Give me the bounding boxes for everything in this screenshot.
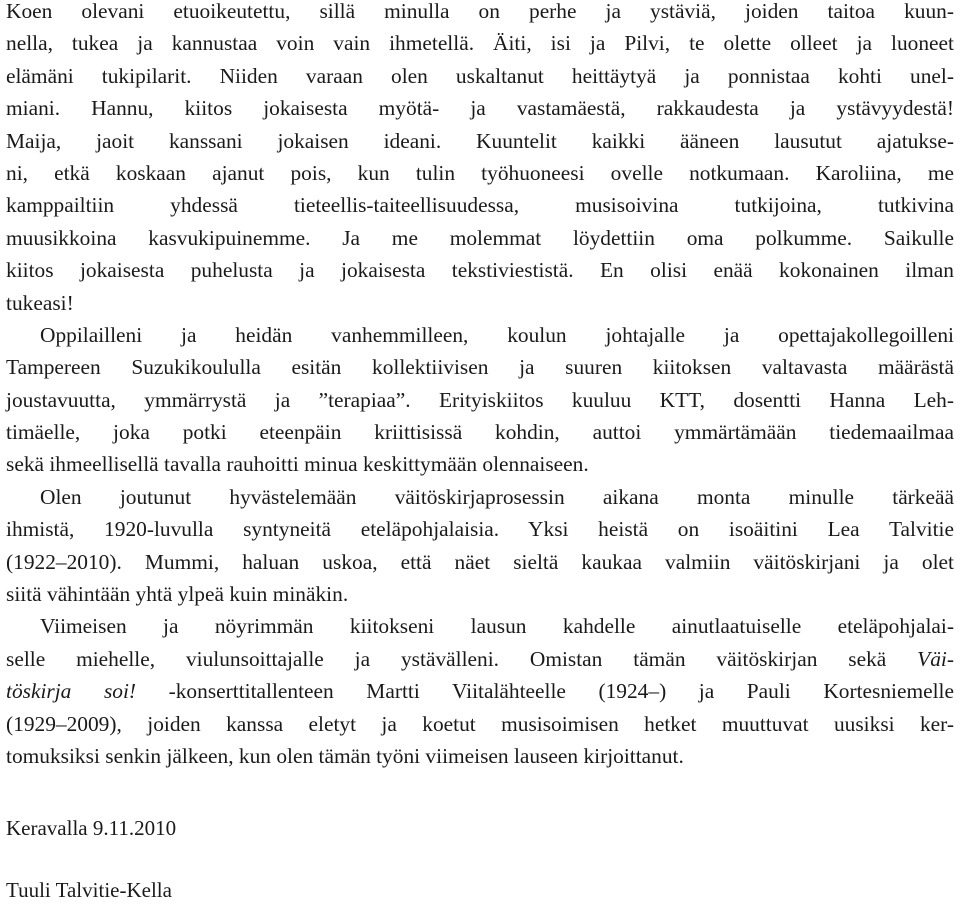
text-line: sekä ihmeellisellä tavalla rauhoitti minua keskittymään olennaiseen. — [6, 452, 589, 477]
text-line: (1929–2009), joiden kanssa eletyt ja koetut musisoimisen hetket muuttuvat uusiksi ker- — [6, 711, 954, 736]
text-line: joustavuutta, ymmärrystä ja ”terapiaa”. Erityiskiitos kuuluu KTT, dosentti Hanna Leh- — [6, 387, 954, 412]
place-date: Keravalla 9.11.2010 — [6, 816, 177, 840]
text-line: tukeasi! — [6, 290, 74, 315]
text-line: muusikkoina kasvukipuinemme. Ja me molemmat löydettiin oma polkumme. Saikulle — [6, 225, 954, 250]
paragraph-4 — [6, 610, 954, 772]
paragraph-2 — [6, 319, 954, 481]
text-line: kiitos jokaisesta puhelusta ja jokaisesta tekstiviestistä. En olisi enää kokonainen ilman — [6, 258, 954, 283]
paragraph-1 — [6, 0, 954, 319]
text-line: kamppailtiin yhdessä tieteellis-taiteellisuudessa, musisoivina tutkijoina, tutkivina — [6, 193, 954, 218]
text-line: nella, tukea ja kannustaa voin vain ihmetellä. Äiti, isi ja Pilvi, te olette olleet ja luoneet — [6, 31, 954, 56]
text-line: Olen joutunut hyvästelemään väitöskirjaprosessin aikana monta minulle tärkeää — [40, 484, 954, 509]
text-line: ni, etkä koskaan ajanut pois, kun tulin työhuoneesi ovelle notkumaan. Karoliina, me — [6, 160, 954, 185]
text-line: siitä vähintään yhtä ylpeä kuin minäkin. — [6, 582, 349, 607]
text-line: (1922–2010). Mummi, haluan uskoa, että näet sieltä kaukaa valmiin väitöskirjani ja olet — [6, 549, 954, 574]
text-line: ihmistä, 1920-luvulla syntyneitä eteläpohjalaisia. Yksi heistä on isoäitini Lea Talvitie — [6, 517, 954, 542]
paragraph-3 — [6, 481, 954, 611]
work-title-italic: töskirja soi! — [6, 679, 137, 704]
text-line: selle miehelle, viulunsoittajalle ja ystävälleni. Omistan tämän väitöskirjan sekä Väi- — [6, 646, 954, 671]
text-line: miani. Hannu, kiitos jokaisesta myötä- ja vastamäestä, rakkaudesta ja ystävyydestä! — [6, 96, 954, 121]
work-title-italic: Väi- — [917, 646, 954, 671]
text-line: Maija, jaoit kanssani jokaisen ideani. Kuuntelit kaikki ääneen lausutut ajatukse- — [6, 128, 954, 153]
text-line: Tampereen Suzukikoululla esitän kollektiivisen ja suuren kiitoksen valtavasta määrästä — [6, 355, 954, 380]
author-name: Tuuli Talvitie-Kella — [6, 878, 172, 902]
acknowledgements-text — [6, 0, 954, 772]
text-line: tomuksiksi senkin jälkeen, kun olen tämän työni viimeisen lauseen kirjoittanut. — [6, 743, 684, 768]
text-line: Koen olevani etuoikeutettu, sillä minulla on perhe ja ystäviä, joiden taitoa kuun- — [6, 0, 954, 23]
text-line: töskirja soi! -konserttitallenteen Martti Viitalähteelle (1924–) ja Pauli Kortesniemelle — [6, 679, 954, 704]
text-line: Oppilailleni ja heidän vanhemmilleen, koulun johtajalle ja opettajakollegoilleni — [40, 322, 954, 347]
text-line: Viimeisen ja nöyrimmän kiitokseni lausun kahdelle ainutlaatuiselle eteläpohjalai- — [40, 614, 954, 639]
signoff — [6, 812, 176, 906]
text-line: elämäni tukipilarit. Niiden varaan olen uskaltanut heittäytyä ja ponnistaa kohti unel- — [6, 63, 954, 88]
text-line: timäelle, joka potki eteenpäin kriittisissä kohdin, auttoi ymmärtämään tiedemaailmaa — [6, 420, 954, 445]
